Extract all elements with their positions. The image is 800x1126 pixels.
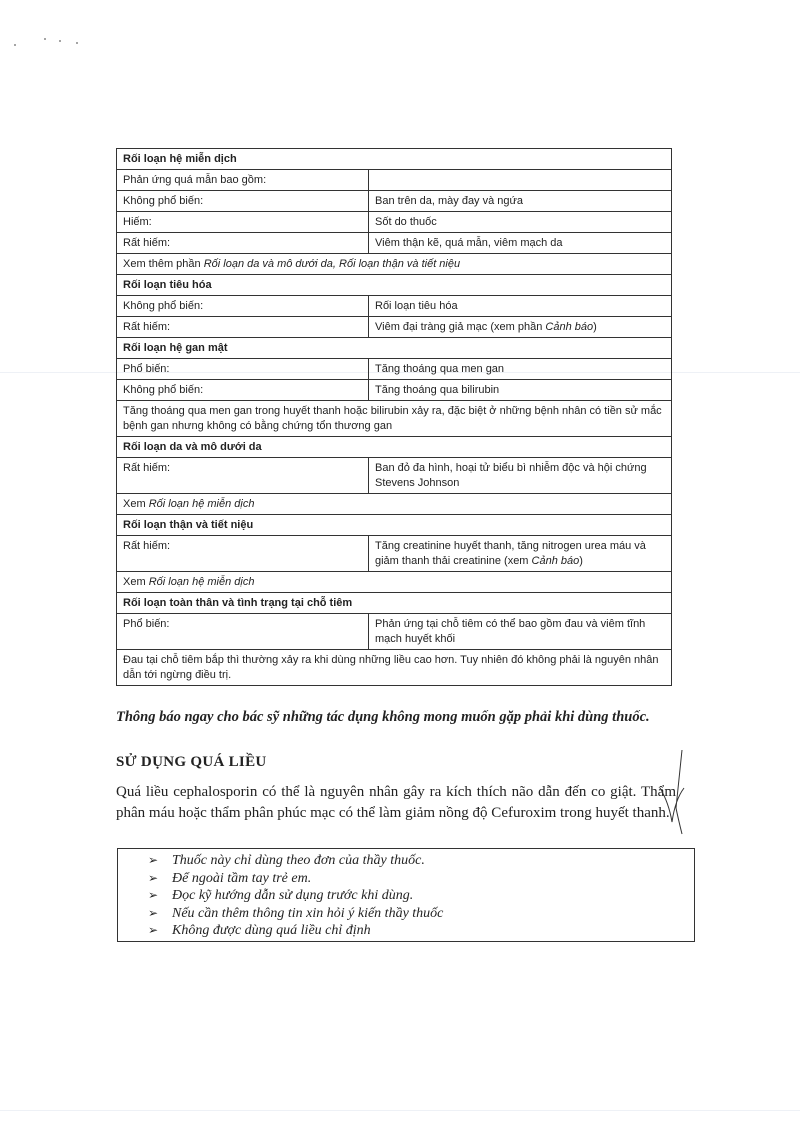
warning-item [148,887,694,905]
effect-cell: Viêm thận kẽ, quá mẫn, viêm mạch da [369,233,672,254]
note-text: Xem [123,498,149,510]
effect-row [117,317,672,338]
note-cell [117,572,672,593]
overdose-text: Quá liều cephalosporin có thể là nguyên nhân gây ra kích thích não dẫn đến co giật. Thẩm phân máu hoặc thẩm phân phúc mạc có thể làm giảm nồng độ Cefuroxim trong huyết thanh. [116,784,676,821]
effect-row [117,296,672,317]
effect-cell: Tăng thoáng qua men gan [369,359,672,380]
section-header: Rối loạn tiêu hóa [117,275,672,296]
section-header-row [117,275,672,296]
note-text: Xem thêm phần [123,258,204,270]
arrow-bullet-icon: ➢ [148,853,159,867]
note-cell [117,494,672,515]
warning-item [148,870,694,888]
section-header-row [117,149,672,170]
frequency-cell: Rất hiếm: [117,536,369,572]
effect-cell: Tăng thoáng qua bilirubin [369,380,672,401]
arrow-bullet-icon: ➢ [148,870,159,885]
warning-text: Nếu cần thêm thông tin xin hỏi ý kiến thầy thuốc [172,905,444,921]
note-row [117,650,672,686]
section-header: Rối loạn hệ gan mật [117,338,672,359]
arrow-bullet-icon: ➢ [148,905,159,920]
effect-reference: Cảnh báo [531,555,580,567]
section-header: Rối loạn hệ miễn dịch [117,149,672,170]
section-header: Rối loạn da và mô dưới da [117,437,672,458]
section-header-row [117,437,672,458]
adverse-effects-table [116,148,672,686]
handwritten-signature [620,748,700,838]
frequency-cell: Phổ biến: [117,359,369,380]
effect-text: Tăng creatinine huyết thanh, tăng nitrogen urea máu và giảm thanh thải creatinine (xem [375,540,646,567]
overdose-heading: SỬ DỤNG QUÁ LIỀU [116,754,267,770]
frequency-cell: Rất hiếm: [117,317,369,338]
warning-item [148,922,694,940]
warning-text: Đọc kỹ hướng dẫn sử dụng trước khi dùng. [172,888,414,903]
effect-row [117,536,672,572]
section-header-row [117,515,672,536]
effect-row [117,359,672,380]
effect-row [117,614,672,650]
report-notice: Thông báo ngay cho bác sỹ những tác dụng không mong muốn gặp phải khi dùng thuốc. [116,709,650,725]
section-header-row [117,338,672,359]
note-text: Tăng thoáng qua men gan trong huyết thanh hoặc bilirubin xảy ra, đặc biệt ở những bệnh nhân có tiền sử mắc bệnh gan nhưng không có bằng chứng tổn thương gan [123,405,662,432]
note-reference: Rối loạn da và mô dưới da, Rối loạn thận và tiết niệu [203,258,461,270]
effect-cell: Rối loạn tiêu hóa [369,296,672,317]
warning-item [148,905,694,923]
frequency-cell: Rất hiếm: [117,233,369,254]
effect-row [117,170,672,191]
arrow-bullet-icon: ➢ [148,923,159,937]
warning-text: Để ngoài tầm tay trẻ em. [172,870,312,886]
note-cell [117,650,672,686]
note-text: Đau tại chỗ tiêm bắp thì thường xảy ra khi dùng những liều cao hơn. Tuy nhiên đó không phải là nguyên nhân dẫn tới ngừng điều trị. [123,654,659,681]
effect-cell [369,536,672,572]
frequency-cell: Hiếm: [117,212,369,233]
note-row [117,494,672,515]
section-header: Rối loạn toàn thân và tình trạng tại chỗ tiêm [117,593,672,614]
frequency-cell: Phổ biến: [117,614,369,650]
effect-cell: Ban trên da, mày đay và ngứa [369,191,672,212]
scan-line [0,1110,800,1111]
frequency-cell: Phản ứng quá mẫn bao gồm: [117,170,369,191]
note-row [117,572,672,593]
frequency-cell: Rất hiếm: [117,458,369,494]
effect-text: Viêm đại tràng giả mạc (xem phần [375,321,546,333]
frequency-cell: Không phổ biến: [117,296,369,317]
effect-row [117,233,672,254]
frequency-cell: Không phổ biến: [117,380,369,401]
effect-row [117,212,672,233]
note-reference: Rối loạn hệ miễn dịch [148,498,255,510]
note-text: Xem [123,576,149,588]
effect-cell [369,317,672,338]
arrow-bullet-icon: ➢ [148,888,159,902]
effect-row [117,458,672,494]
effect-text: ) [593,321,597,333]
warnings-list [118,849,694,940]
note-cell [117,254,672,275]
effect-row [117,380,672,401]
section-header: Rối loạn thận và tiết niệu [117,515,672,536]
warning-text: Không được dùng quá liều chỉ định [172,923,371,938]
note-row [117,254,672,275]
frequency-cell: Không phổ biến: [117,191,369,212]
warnings-box [117,848,695,942]
effect-cell: Ban đỏ đa hình, hoại tử biểu bì nhiễm độc và hội chứng Stevens Johnson [369,458,672,494]
effect-reference: Cảnh báo [545,321,594,333]
effect-cell: Sốt do thuốc [369,212,672,233]
note-cell [117,401,672,437]
effect-cell: Phản ứng tại chỗ tiêm có thể bao gồm đau và viêm tĩnh mạch huyết khối [369,614,672,650]
warning-text: Thuốc này chỉ dùng theo đơn của thầy thuốc. [172,853,425,868]
effect-cell [369,170,672,191]
note-reference: Rối loạn hệ miễn dịch [148,576,255,588]
effect-text: ) [579,555,583,567]
warning-item [148,852,694,870]
scan-specks [14,36,84,50]
effect-row [117,191,672,212]
section-header-row [117,593,672,614]
note-row [117,401,672,437]
